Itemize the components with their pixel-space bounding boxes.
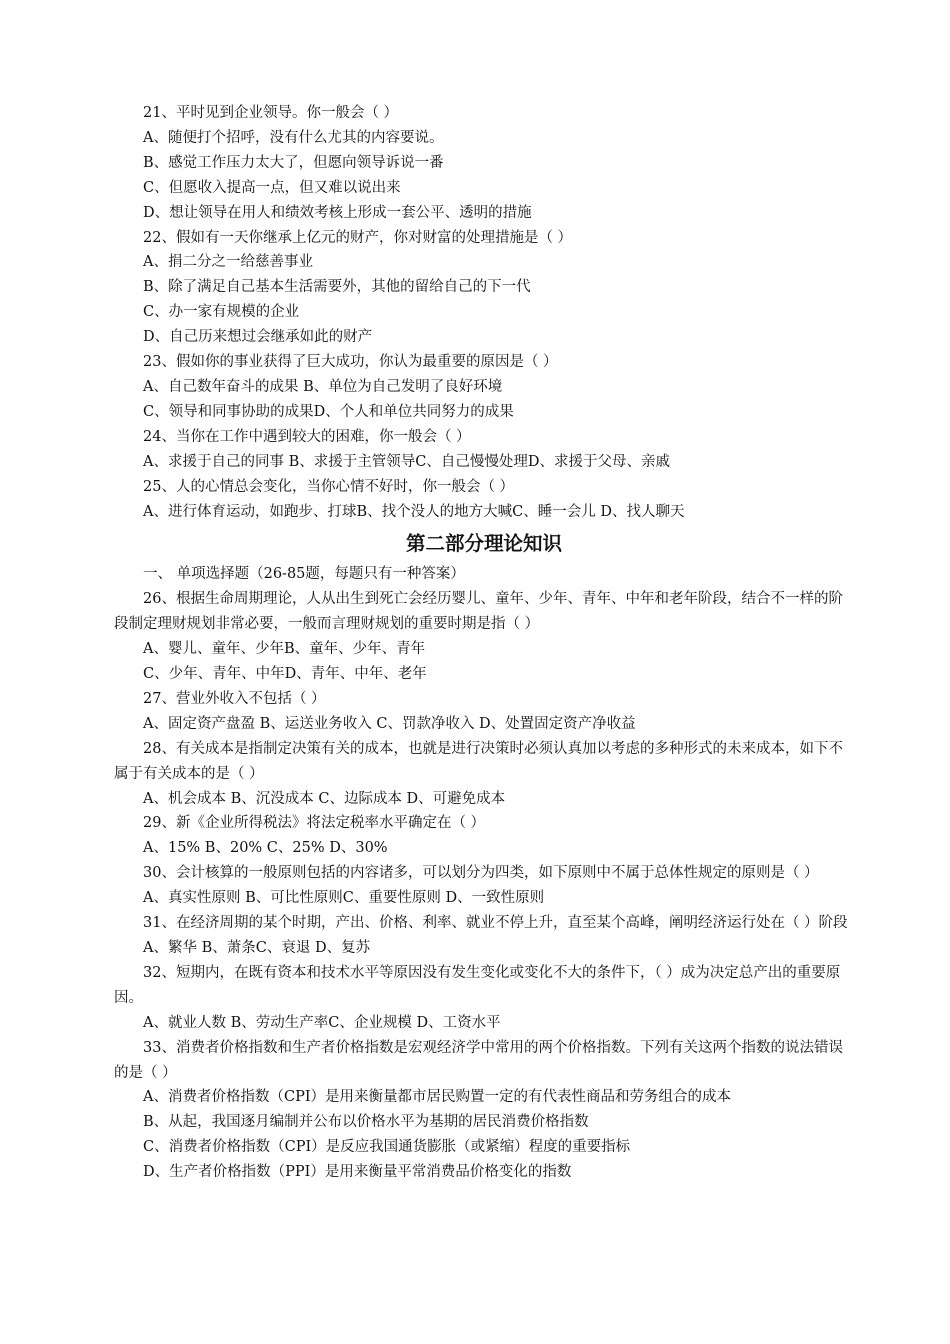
option-29: A、15% B、20% C、25% D、30%	[143, 840, 388, 857]
option-22d: D、自己历来想过会继承如此的财产	[143, 329, 373, 346]
option-21d: D、想让领导在用人和绩效考核上形成一套公平、透明的措施	[143, 204, 532, 221]
option-21c: C、但愿收入提高一点，但又难以说出来	[143, 179, 401, 196]
question-24: 24、当你在工作中遇到较大的困难，你一般会（ ）	[143, 428, 471, 445]
question-30: 30、会计核算的一般原则包括的内容诸多，可以划分为四类，如下原则中不属于总体性规定的原则是（ ）	[143, 865, 819, 882]
section-title: 第二部分理论知识	[405, 532, 562, 556]
option-33a: A、消费者价格指数（CPI）是用来衡量都市居民购置一定的有代表性商品和劳务组合的成本	[143, 1089, 732, 1106]
option-24: A、求援于自己的同事 B、求援于主管领导C、自己慢慢处理D、求援于父母、亲戚	[143, 453, 670, 470]
option-32: A、就业人数 B、劳动生产率C、企业规模 D、工资水平	[143, 1014, 501, 1031]
option-23cd: C、领导和同事协助的成果D、个人和单位共同努力的成果	[143, 403, 514, 420]
question-25: 25、人的心情总会变化，当你心情不好时，你一般会（ ）	[143, 478, 515, 495]
option-22b: B、除了满足自己基本生活需要外，其他的留给自己的下一代	[143, 279, 531, 296]
question-21: 21、平时见到企业领导。你一般会（ ）	[143, 105, 399, 121]
question-22: 22、假如有一天你继承上亿元的财产，你对财富的处理措施是（ ）	[143, 229, 573, 246]
option-33b: B、从起，我国逐月编制并公布以价格水平为基期的居民消费价格指数	[143, 1114, 589, 1131]
option-21b: B、感觉工作压力太大了，但愿向领导诉说一番	[143, 154, 444, 171]
question-29: 29、新《企业所得税法》将法定税率水平确定在（ ）	[143, 815, 486, 832]
question-33: 33、消费者价格指数和生产者价格指数是宏观经济学中常用的两个价格指数。下列有关这两个指数的说法错误的是（ ）	[114, 1039, 843, 1081]
question-28: 28、有关成本是指制定决策有关的成本，也就是进行决策时必须认真加以考虑的多种形式的未来成本，如下不属于有关成本的是（ ）	[114, 740, 843, 782]
question-26: 26、根据生命周期理论，人从出生到死亡会经历婴儿、童年、少年、青年、中年和老年阶段，结合不一样的阶段制定理财规划非常必要，一般而言理财规划的重要时期是指（ ）	[114, 591, 843, 633]
option-28: A、机会成本 B、沉没成本 C、边际成本 D、可避免成本	[143, 790, 506, 807]
option-27: A、固定资产盘盈 B、运送业务收入 C、罚款净收入 D、处置固定资产净收益	[143, 715, 636, 732]
document-page	[114, 101, 854, 1185]
option-26ab: A、婴儿、童年、少年B、童年、少年、青年	[143, 641, 426, 658]
question-32: 32、短期内，在既有资本和技术水平等原因没有发生变化或变化不大的条件下，（ ）成为决定总产出的重要原因。	[114, 964, 841, 1006]
option-30: A、真实性原则 B、可比性原则C、重要性原则 D、一致性原则	[143, 890, 545, 907]
option-26cd: C、少年、青年、中年D、青年、中年、老年	[143, 666, 427, 683]
question-23: 23、假如你的事业获得了巨大成功，你认为最重要的原因是（ ）	[143, 354, 558, 371]
option-33d: D、生产者价格指数（PPI）是用来衡量平常消费品价格变化的指数	[143, 1164, 572, 1181]
option-31: A、繁华 B、萧条C、衰退 D、复苏	[143, 940, 371, 956]
option-21a: A、随便打个招呼，没有什么尤其的内容要说。	[143, 129, 444, 146]
part2-block	[114, 562, 854, 1185]
option-22c: C、办一家有规模的企业	[143, 304, 300, 321]
section-heading: 一、 单项选择题（26-85题，每题只有一种答案）	[143, 566, 465, 583]
option-22a: A、捐二分之一给慈善事业	[143, 254, 313, 271]
option-23ab: A、自己数年奋斗的成果 B、单位为自己发明了良好环境	[143, 378, 503, 395]
part1-block	[114, 101, 854, 524]
question-31: 31、在经济周期的某个时期，产出、价格、利率、就业不停上升，直至某个高峰，阐明经济运行处在（ ）阶段	[143, 915, 848, 932]
question-27: 27、营业外收入不包括（ ）	[143, 690, 326, 707]
option-33c: C、消费者价格指数（CPI）是反应我国通货膨胀（或紧缩）程度的重要指标	[143, 1139, 631, 1156]
option-25: A、进行体育运动，如跑步、打球B、找个没人的地方大喊C、睡一会儿 D、找人聊天	[143, 503, 685, 520]
